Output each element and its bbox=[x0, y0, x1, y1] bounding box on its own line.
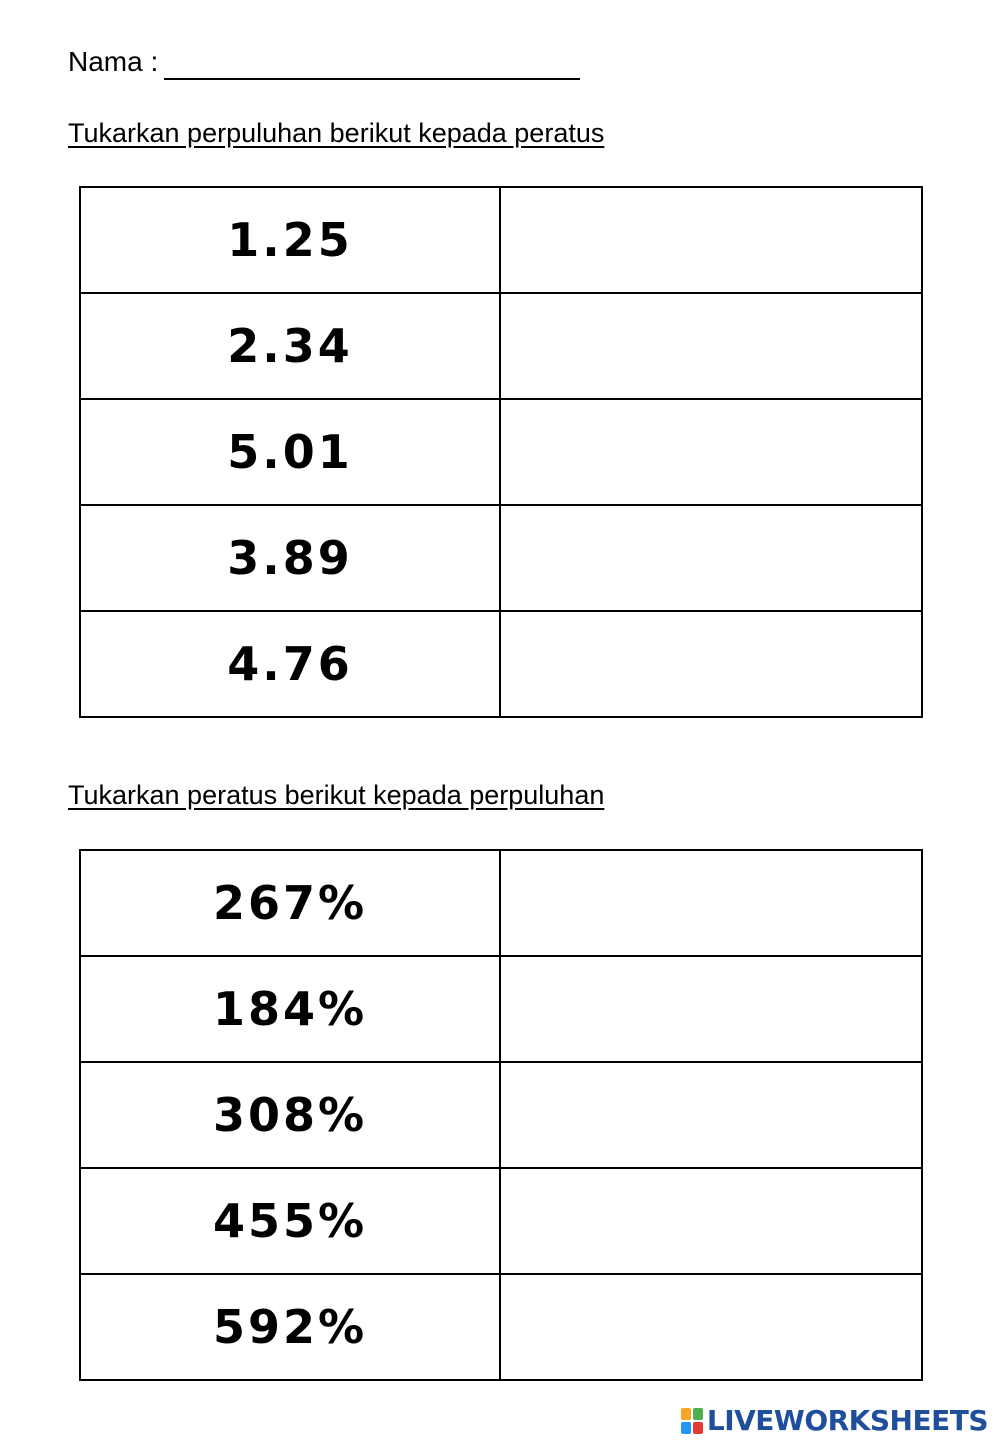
answer-input[interactable] bbox=[501, 1275, 921, 1379]
question-cell: 592% bbox=[80, 1274, 500, 1380]
answer-cell[interactable] bbox=[500, 293, 922, 399]
decimal-to-percent-table bbox=[79, 186, 923, 718]
table-row bbox=[80, 1062, 922, 1168]
table-row bbox=[80, 293, 922, 399]
answer-input[interactable] bbox=[501, 957, 921, 1061]
answer-input[interactable] bbox=[501, 294, 921, 398]
name-line bbox=[68, 44, 580, 80]
answer-cell[interactable] bbox=[500, 850, 922, 956]
answer-input[interactable] bbox=[501, 400, 921, 504]
table-row bbox=[80, 505, 922, 611]
question-cell: 308% bbox=[80, 1062, 500, 1168]
question-cell: 4.76 bbox=[80, 611, 500, 717]
liveworksheets-logo-icon bbox=[681, 1408, 703, 1434]
answer-input[interactable] bbox=[501, 612, 921, 716]
table-row bbox=[80, 611, 922, 717]
brand-name: LIVEWORKSHEETS bbox=[706, 1404, 988, 1437]
answer-input[interactable] bbox=[501, 506, 921, 610]
answer-cell[interactable] bbox=[500, 1062, 922, 1168]
answer-cell[interactable] bbox=[500, 505, 922, 611]
liveworksheets-brand bbox=[681, 1404, 988, 1437]
answer-cell[interactable] bbox=[500, 187, 922, 293]
name-blank bbox=[164, 48, 580, 80]
question-cell: 3.89 bbox=[80, 505, 500, 611]
table-row bbox=[80, 187, 922, 293]
logo-square bbox=[681, 1422, 691, 1434]
question-cell: 184% bbox=[80, 956, 500, 1062]
answer-input[interactable] bbox=[501, 851, 921, 955]
answer-cell[interactable] bbox=[500, 956, 922, 1062]
table-row bbox=[80, 399, 922, 505]
table-row bbox=[80, 1168, 922, 1274]
section-1-heading: Tukarkan perpuluhan berikut kepada peratus bbox=[68, 118, 605, 148]
table-row bbox=[80, 1274, 922, 1380]
table-row bbox=[80, 850, 922, 956]
question-cell: 1.25 bbox=[80, 187, 500, 293]
question-cell: 455% bbox=[80, 1168, 500, 1274]
answer-cell[interactable] bbox=[500, 1168, 922, 1274]
answer-input[interactable] bbox=[501, 188, 921, 292]
name-label: Nama : bbox=[68, 46, 159, 77]
question-cell: 2.34 bbox=[80, 293, 500, 399]
question-cell: 267% bbox=[80, 850, 500, 956]
logo-square bbox=[681, 1408, 691, 1420]
answer-cell[interactable] bbox=[500, 611, 922, 717]
logo-square bbox=[693, 1408, 703, 1420]
section-2-heading: Tukarkan peratus berikut kepada perpuluhan bbox=[68, 780, 605, 810]
table-row bbox=[80, 956, 922, 1062]
percent-to-decimal-table bbox=[79, 849, 923, 1381]
question-cell: 5.01 bbox=[80, 399, 500, 505]
answer-input[interactable] bbox=[501, 1169, 921, 1273]
answer-cell[interactable] bbox=[500, 399, 922, 505]
logo-square bbox=[693, 1422, 703, 1434]
answer-cell[interactable] bbox=[500, 1274, 922, 1380]
answer-input[interactable] bbox=[501, 1063, 921, 1167]
